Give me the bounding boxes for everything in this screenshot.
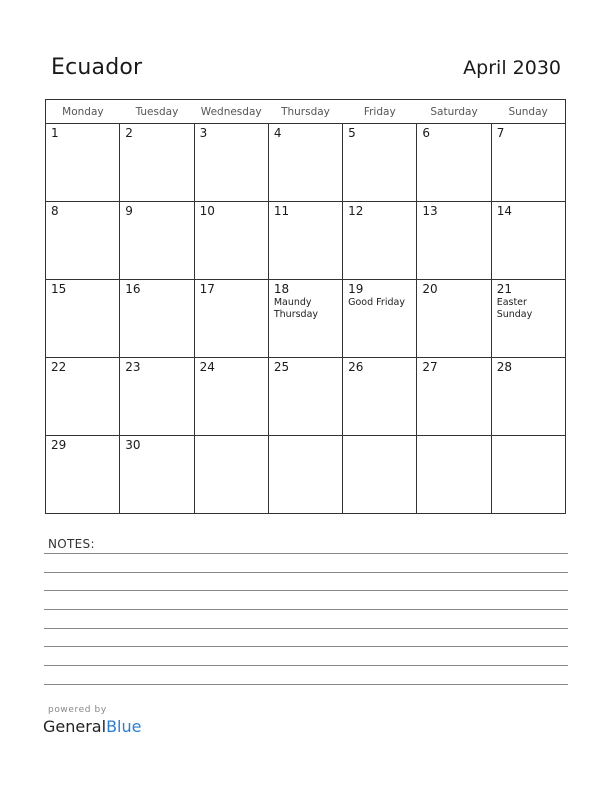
note-line	[44, 553, 568, 554]
month-title: April 2030	[463, 57, 561, 79]
calendar-day-cell	[417, 436, 491, 514]
calendar-day-cell	[417, 124, 491, 202]
day-number: 30	[125, 438, 141, 452]
calendar-day-cell	[120, 358, 194, 436]
day-number: 9	[125, 204, 133, 218]
note-line	[44, 609, 568, 610]
brand-blue: Blue	[106, 717, 142, 736]
calendar-day-cell	[194, 358, 268, 436]
calendar-week-row	[46, 124, 566, 202]
day-number: 3	[199, 126, 208, 140]
day-number: 15	[51, 282, 67, 296]
day-number: 11	[273, 204, 290, 218]
calendar-day-cell	[491, 436, 565, 514]
notes-label: NOTES:	[48, 537, 95, 551]
note-line	[44, 572, 568, 573]
day-number: 20	[422, 282, 438, 296]
weekday-thursday: Thursday	[268, 100, 342, 124]
calendar-day-cell	[268, 358, 342, 436]
calendar-day-cell	[268, 280, 342, 358]
day-number: 7	[496, 126, 505, 140]
holiday-label: Easter Sunday	[496, 297, 533, 320]
day-number: 25	[273, 360, 290, 374]
calendar-day-cell	[343, 202, 417, 280]
day-number: 10	[199, 204, 215, 218]
calendar-day-cell	[194, 202, 268, 280]
calendar-day-cell	[194, 436, 268, 514]
calendar-day-cell	[491, 124, 565, 202]
calendar-day-cell	[343, 436, 417, 514]
weekday-tuesday: Tuesday	[120, 100, 194, 124]
calendar-day-cell	[491, 202, 565, 280]
holiday-label: Maundy Thursday	[273, 297, 319, 320]
note-line	[44, 665, 568, 666]
brand-general: General	[43, 717, 107, 736]
weekday-saturday: Saturday	[417, 100, 491, 124]
calendar-week-row	[46, 436, 566, 514]
calendar-day-cell	[46, 436, 120, 514]
day-number: 28	[496, 360, 512, 374]
day-number: 13	[422, 204, 438, 218]
note-line	[44, 628, 568, 629]
calendar-day-cell	[417, 358, 491, 436]
calendar-day-cell	[268, 124, 342, 202]
day-number: 29	[51, 438, 67, 452]
calendar-grid	[45, 99, 566, 514]
calendar-day-cell	[120, 436, 194, 514]
calendar-day-cell	[194, 280, 268, 358]
day-number: 5	[348, 126, 356, 140]
calendar-day-cell	[120, 124, 194, 202]
day-number: 14	[496, 204, 512, 218]
calendar-day-cell	[417, 202, 491, 280]
country-title: Ecuador	[51, 55, 143, 80]
holiday-label: Good Friday	[348, 297, 405, 308]
calendar-day-cell	[491, 358, 565, 436]
generalblue-logo[interactable]	[43, 717, 141, 736]
day-number: 18	[273, 282, 290, 296]
powered-by-text: powered by	[48, 705, 107, 715]
calendar-day-cell	[46, 358, 120, 436]
day-number: 23	[125, 360, 141, 374]
calendar-day-cell	[46, 202, 120, 280]
calendar-week-row	[46, 358, 566, 436]
day-number: 27	[422, 360, 438, 374]
day-number: 21	[496, 282, 512, 296]
day-number: 16	[125, 282, 141, 296]
calendar-day-cell	[343, 280, 417, 358]
weekday-sunday: Sunday	[491, 100, 565, 124]
day-number: 24	[199, 360, 215, 374]
calendar-day-cell	[120, 280, 194, 358]
day-number: 22	[51, 360, 67, 374]
day-number: 6	[422, 126, 431, 140]
calendar-week-row	[46, 202, 566, 280]
calendar-week-row	[46, 280, 566, 358]
day-number: 12	[348, 204, 364, 218]
note-line	[44, 684, 568, 685]
calendar-day-cell	[491, 280, 565, 358]
day-number: 17	[199, 282, 215, 296]
calendar-day-cell	[46, 280, 120, 358]
note-line	[44, 590, 568, 591]
weekday-friday: Friday	[343, 100, 417, 124]
calendar-day-cell	[194, 124, 268, 202]
note-line	[44, 646, 568, 647]
weekday-wednesday: Wednesday	[194, 100, 268, 124]
calendar-day-cell	[343, 358, 417, 436]
calendar-day-cell	[417, 280, 491, 358]
day-number: 19	[348, 282, 364, 296]
day-number: 1	[51, 126, 59, 140]
day-number: 26	[348, 360, 364, 374]
calendar-day-cell	[46, 124, 120, 202]
calendar-day-cell	[268, 202, 342, 280]
day-number: 4	[273, 126, 282, 140]
calendar-day-cell	[343, 124, 417, 202]
weekday-header-row	[46, 100, 566, 124]
day-number: 2	[125, 126, 133, 140]
weekday-monday: Monday	[46, 100, 120, 124]
day-number: 8	[51, 204, 59, 218]
calendar-day-cell	[268, 436, 342, 514]
calendar-day-cell	[120, 202, 194, 280]
